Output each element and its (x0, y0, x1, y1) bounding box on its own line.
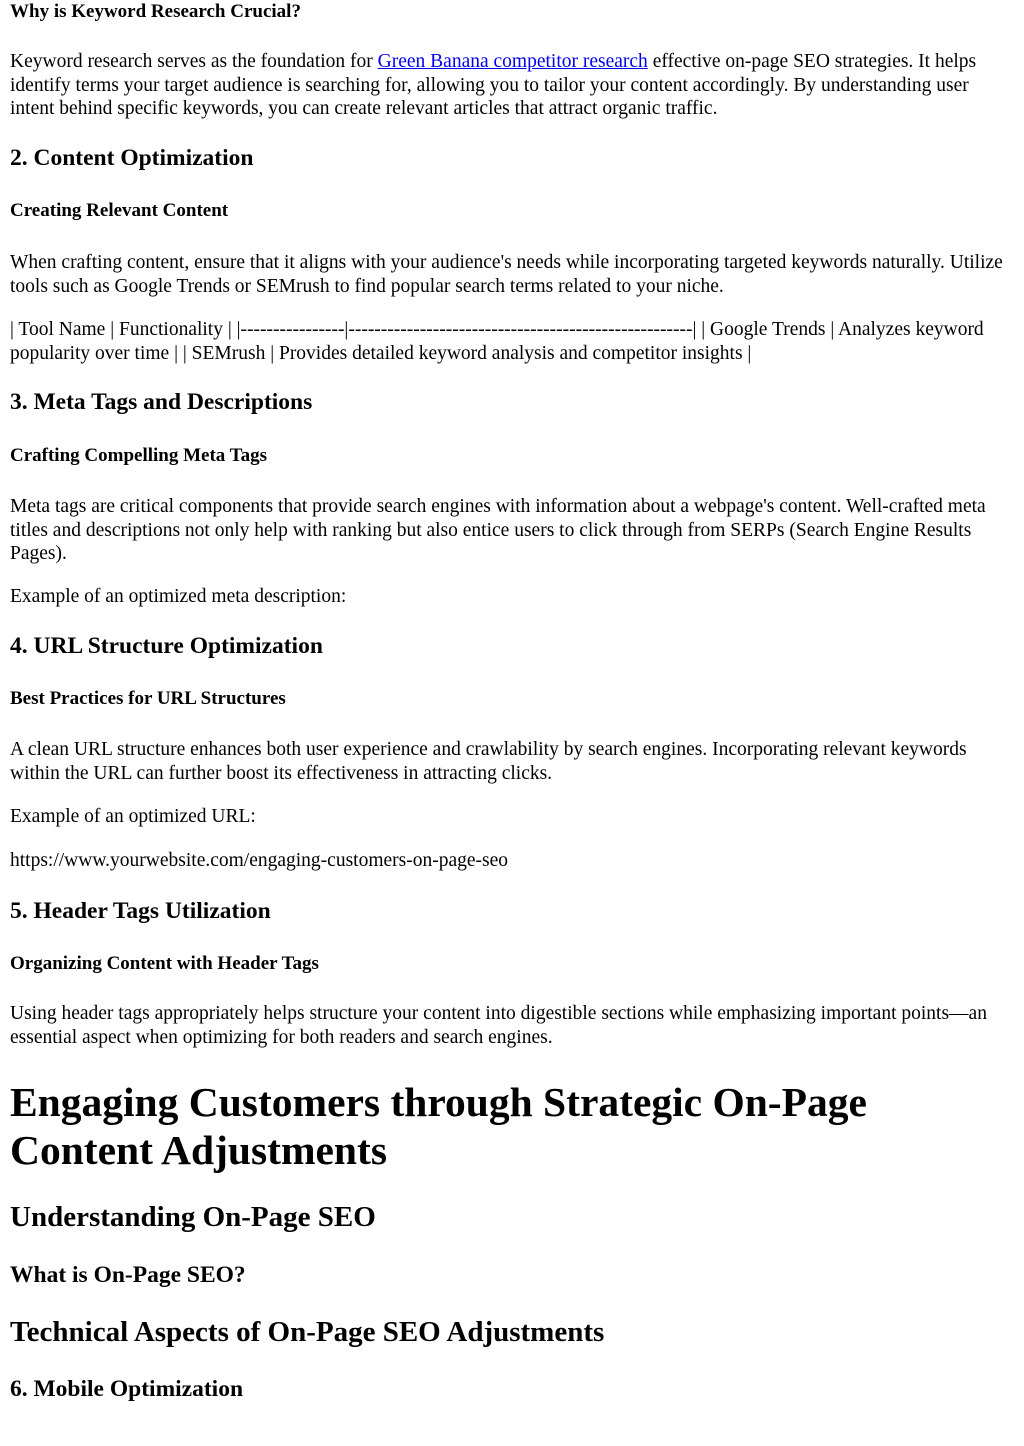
content-optimization-heading: 2. Content Optimization (10, 145, 254, 171)
header-tags-paragraph: Using header tags appropriately helps structure your content into digestible sections while emphasizing important points—an essential aspect when optimizing for both readers and search engines. (10, 1003, 987, 1048)
keyword-paragraph-end: effective on-page SEO strategies. It helps identify terms your target audience is searching for, allowing you to tailor your content accordingly. By understanding user intent behind specific keywords, you can create relevant articles that attract organic traffic. (10, 51, 977, 119)
url-structure-subheading: Best Practices for URL Structures (10, 688, 286, 709)
keyword-research-heading: Why is Keyword Research Crucial? (10, 1, 301, 22)
url-structure-heading: 4. URL Structure Optimization (10, 633, 323, 659)
technical-aspects-heading: Technical Aspects of On-Page SEO Adjustments (10, 1316, 605, 1348)
tool-table-text: | Tool Name | Functionality | |----------------|-----------------------------------------------------| | Google Trends | Analyzes keyword popularity over time | | SEMrush | Provides detailed keyword analysis and competitor insights | (10, 319, 984, 364)
keyword-research-paragraph (10, 50, 1014, 121)
header-tags-heading: 5. Header Tags Utilization (10, 898, 271, 924)
example-url: https://www.yourwebsite.com/engaging-customers-on-page-seo (10, 850, 509, 871)
header-tags-subheading: Organizing Content with Header Tags (10, 953, 319, 974)
meta-tags-subheading: Crafting Compelling Meta Tags (10, 445, 268, 466)
keyword-paragraph-start: Keyword research serves as the foundation for (10, 51, 378, 72)
competitor-research-link[interactable]: Green Banana competitor research (377, 51, 648, 72)
meta-example-text: Example of an optimized meta description: (10, 586, 347, 607)
understanding-seo-heading: Understanding On-Page SEO (10, 1201, 376, 1233)
meta-tags-heading: 3. Meta Tags and Descriptions (10, 389, 313, 415)
url-example-text: Example of an optimized URL: (10, 806, 256, 827)
meta-tags-paragraph: Meta tags are critical components that provide search engines with information about a webpage's content. Well-crafted meta titles and descriptions not only help with ranking but also entice users to click through from SERPs (Search Engine Results Pages). (10, 496, 986, 564)
relevant-content-paragraph: When crafting content, ensure that it aligns with your audience's needs while incorporating targeted keywords naturally. Utilize tools such as Google Trends or SEMrush to find popular search terms related to your niche. (10, 252, 1003, 297)
mobile-optimization-heading: 6. Mobile Optimization (10, 1376, 244, 1402)
what-is-seo-heading: What is On-Page SEO? (10, 1262, 246, 1288)
relevant-content-heading: Creating Relevant Content (10, 200, 229, 221)
url-structure-paragraph: A clean URL structure enhances both user experience and crawlability by search engines. Incorporating relevant keywords within the URL can further boost its effectiveness in attracting clicks. (10, 739, 967, 784)
main-title: Engaging Customers through Strategic On-Page Content Adjustments (10, 1079, 867, 1173)
